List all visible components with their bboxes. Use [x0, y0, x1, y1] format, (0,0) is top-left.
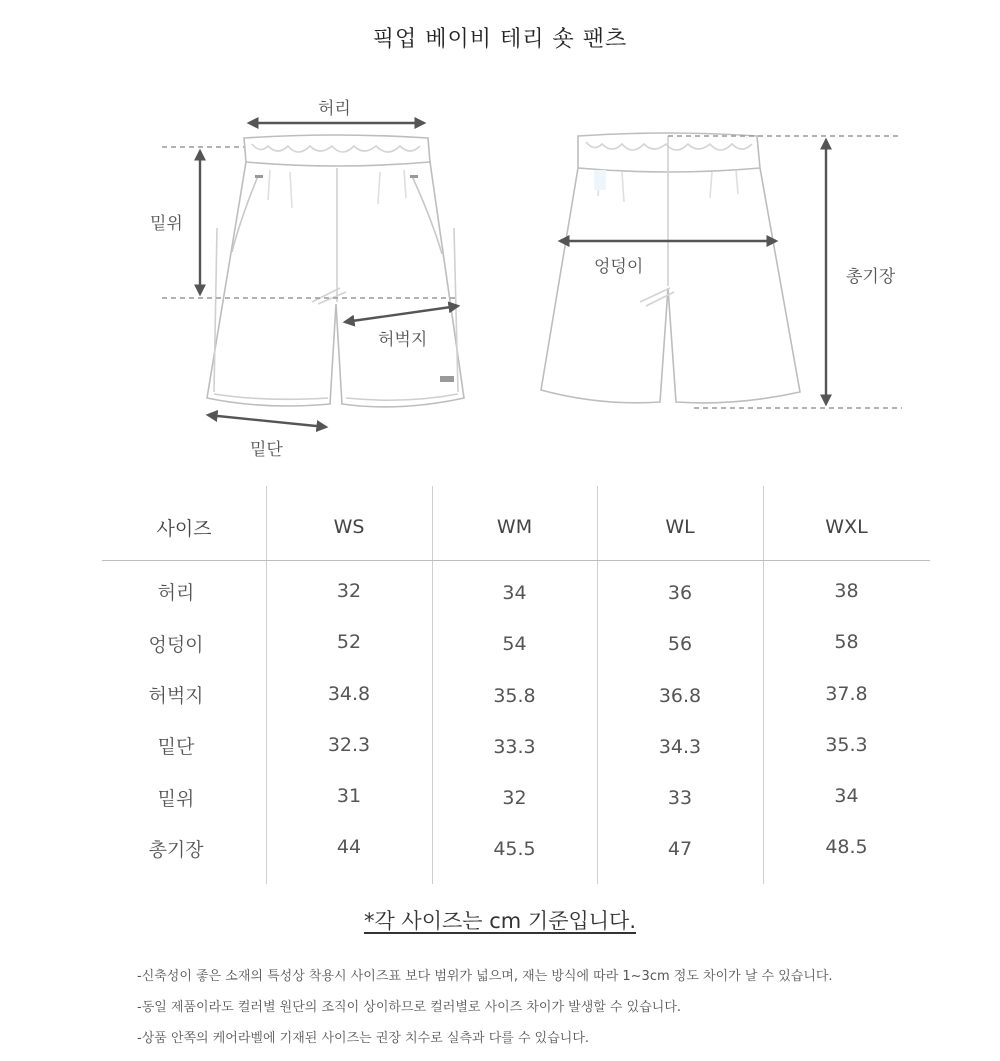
unit-note-text: *각 사이즈는 cm 기준입니다.	[363, 909, 637, 933]
table-cell: 37.8	[825, 683, 868, 705]
note-line-3: -상품 안쪽의 케어라벨에 기재된 사이즈는 권장 치수로 실측과 다를 수 있습니다.	[137, 1031, 590, 1046]
table-cell: 47	[667, 838, 693, 860]
rise-label: 밑위	[150, 214, 183, 234]
row-label: 허벅지	[148, 685, 204, 707]
unit-note	[0, 905, 1000, 935]
table-cell: 34	[834, 785, 859, 807]
logo-badge-icon	[440, 376, 454, 382]
care-label-icon	[594, 170, 606, 190]
hip-label: 엉덩이	[594, 257, 644, 277]
table-cell: 35.8	[493, 685, 536, 707]
waist-label: 허리	[318, 99, 351, 119]
table-cell: 44	[336, 836, 362, 858]
row-label: 총기장	[148, 839, 204, 861]
page-title: 픽업 베이비 테리 숏 팬츠	[372, 27, 628, 52]
table-cell: 38	[834, 580, 859, 602]
table-cell: 32	[502, 787, 527, 809]
thigh-arrow	[345, 306, 458, 322]
table-cell: 56	[667, 633, 693, 655]
note-line-2: -동일 제품이라도 컬러별 원단의 조직이 상이하므로 컬러별로 사이즈 차이가 발생할 수 있습니다.	[137, 1000, 682, 1015]
table-cell: 34	[502, 582, 527, 604]
row-label: 밑단	[157, 736, 195, 758]
hem-label: 밑단	[250, 440, 283, 460]
table-cell: 31	[336, 785, 362, 807]
table-cell: 34.8	[327, 683, 371, 705]
thigh-label: 허벅지	[378, 330, 428, 350]
hem-arrow	[208, 415, 326, 427]
table-cell: 32	[336, 580, 362, 602]
note-line-1: -신축성이 좋은 소재의 특성상 착용시 사이즈표 보다 범위가 넓으며, 재는 방식에 따라 1~3cm 정도 차이가 날 수 있습니다.	[137, 969, 833, 984]
table-cell: 36	[667, 582, 693, 604]
table-cell: 34.3	[658, 736, 702, 758]
table-cell: 58	[834, 631, 859, 653]
size-table	[102, 486, 930, 884]
table-cell: 32.3	[327, 734, 371, 756]
back-shorts-outline	[541, 133, 800, 403]
table-cell: 54	[502, 633, 527, 655]
row-label: 허리	[157, 582, 195, 604]
total-length-label: 총기장	[846, 267, 896, 287]
table-cell: 36.8	[658, 685, 702, 707]
table-cell: 45.5	[493, 838, 536, 860]
row-label: 밑위	[157, 788, 195, 810]
table-cell: 33.3	[493, 736, 536, 758]
header-divider	[102, 560, 930, 561]
header-size: 사이즈	[156, 518, 212, 540]
table-cell: 52	[336, 631, 362, 653]
table-cell: 33	[667, 787, 693, 809]
size-diagram	[0, 80, 1000, 480]
front-shorts-outline	[207, 135, 464, 407]
table-cell: 35.3	[825, 734, 868, 756]
header-wxl: WXL	[825, 516, 868, 538]
header-wm: WM	[496, 516, 533, 538]
row-label: 엉덩이	[148, 634, 204, 656]
header-ws: WS	[333, 516, 365, 538]
header-wl: WL	[665, 516, 695, 538]
table-cell: 48.5	[825, 836, 868, 858]
